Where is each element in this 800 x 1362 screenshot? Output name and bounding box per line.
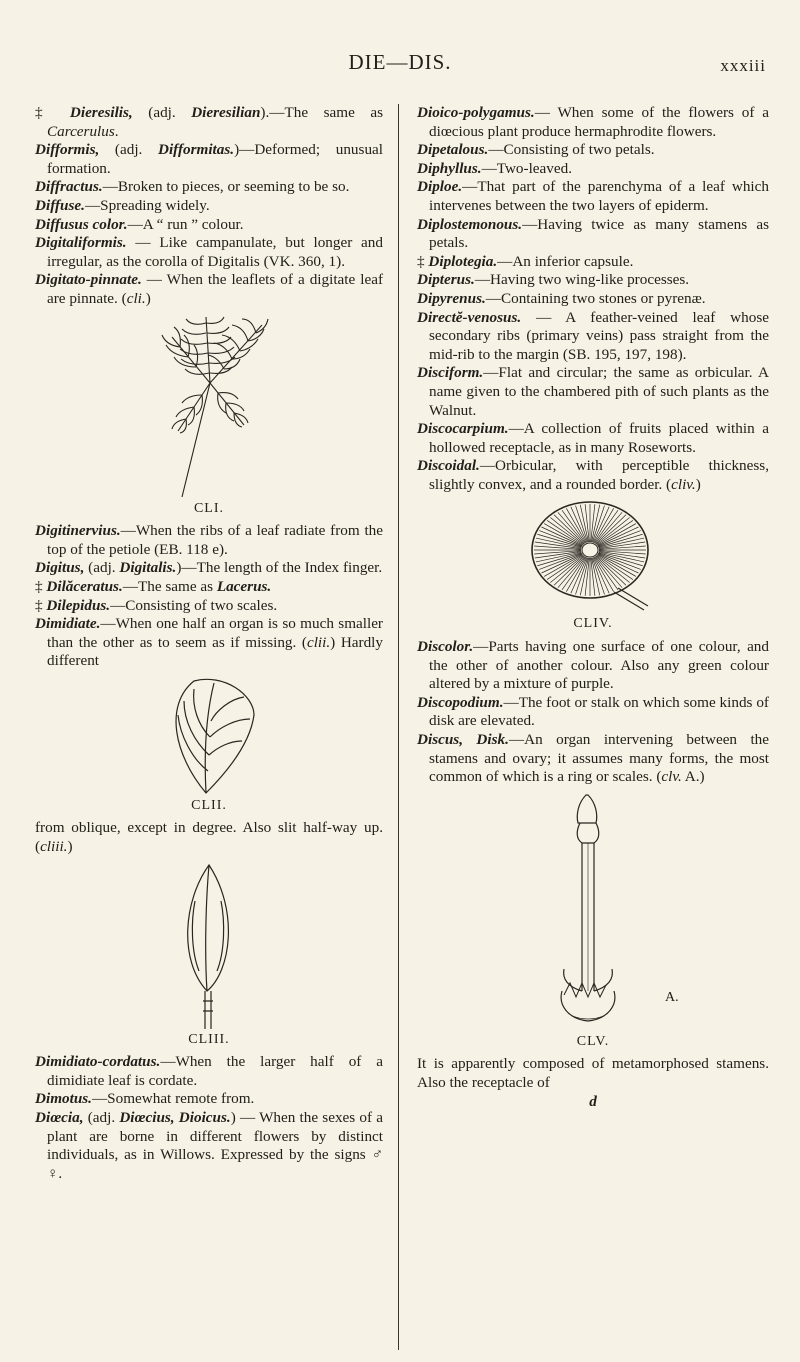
dictionary-entry — [35, 1109, 383, 1183]
entry-term: Diplotegia. — [428, 252, 498, 270]
dictionary-entry — [35, 104, 383, 141]
entry-term: Dimidiato-cordatus. — [35, 1053, 161, 1071]
entry-continuation — [35, 819, 383, 856]
fern-leaf-illustration — [144, 313, 274, 498]
entry-term: Dimotus. — [35, 1090, 92, 1108]
entry-text: —The foot or stalk on which some kinds of disk are elevated. — [429, 693, 769, 730]
dictionary-entry — [35, 1053, 383, 1090]
entry-text: —Two-leaved. — [481, 159, 573, 177]
dagger-mark: ‡ — [35, 104, 70, 121]
running-head: DIE—DIS. — [348, 50, 452, 74]
figure-cliii-slit-leaf — [35, 861, 383, 1029]
dictionary-entry — [35, 597, 383, 616]
entry-text: —A collection of fruits placed within a hollowed receptacle, as in many Roseworts. — [429, 420, 769, 456]
dictionary-entry — [417, 638, 769, 694]
dictionary-entry — [417, 271, 769, 290]
entry-text: (adj. — [132, 104, 192, 121]
entry-term: Diffuse. — [35, 196, 85, 214]
dictionary-entry — [417, 216, 769, 253]
entry-text: —Broken to pieces, or seeming to be so. — [102, 178, 350, 196]
entry-text: ) — When the sexes of a plant are borne in different flowers by distinct individuals, as in Willows. Expressed by the signs ♂ ♀. — [47, 1109, 383, 1182]
figure-cliv-caption: CLIV. — [573, 616, 613, 632]
dictionary-entry — [35, 197, 383, 216]
figure-reference: clv. — [661, 768, 682, 786]
entry-text: ).—The same as — [260, 104, 384, 121]
entry-text: — When some of the flowers of a diœcious plant produce hermaphrodite flowers. — [429, 104, 769, 140]
entry-term-variant: Dieresilian — [191, 104, 261, 121]
continuation-text: from oblique, except in degree. Also slit half-way up. ( — [35, 819, 383, 856]
dictionary-entry — [417, 253, 769, 272]
entry-term: Digitato-pinnate. — [35, 271, 142, 289]
entry-term-variant: Lacerus. — [216, 577, 272, 595]
dictionary-entry — [417, 731, 769, 787]
entry-term: Dimidiate. — [35, 615, 101, 633]
dictionary-entry — [417, 420, 769, 457]
discoidal-leaf-illustration — [518, 498, 668, 613]
entry-text: ) — [145, 289, 151, 307]
entry-text: )—Deformed; unusual formation. — [47, 141, 383, 177]
entry-term-variant: Digitalis. — [119, 559, 177, 577]
dictionary-entry — [417, 160, 769, 179]
entry-term: Discus, Disk. — [417, 731, 509, 749]
dictionary-entry — [35, 615, 383, 671]
figure-cli-caption: CLI. — [193, 500, 225, 516]
entry-term: Diffractus. — [35, 178, 103, 196]
entry-term: Digitus, — [35, 559, 85, 577]
entry-term: Discopodium. — [417, 693, 504, 711]
entry-list — [35, 104, 383, 309]
entry-text: ) Hardly different — [47, 633, 383, 670]
entry-text: (adj. — [83, 1109, 120, 1127]
column-divider — [398, 104, 399, 1350]
dictionary-entry — [417, 694, 769, 731]
entry-text: —Containing two stones or pyrenæ. — [485, 289, 706, 307]
entry-list — [35, 522, 383, 671]
entry-text: —Having twice as many stamens as petals. — [429, 215, 769, 252]
slit-leaf-illustration — [169, 861, 249, 1029]
figure-clv-disk — [417, 791, 769, 1031]
entry-text: )—The length of the Index finger. — [176, 559, 383, 577]
dictionary-entry — [35, 234, 383, 271]
entry-text: A.) — [681, 768, 705, 786]
continuation-end: ) — [67, 838, 73, 856]
entry-text: —When the larger half of a dimidiate leaf is cordate. — [47, 1053, 383, 1089]
entry-term: Diploe. — [417, 178, 463, 196]
dictionary-entry — [35, 141, 383, 178]
entry-text: —Consisting of two scales. — [110, 596, 278, 614]
dictionary-entry — [417, 178, 769, 215]
dictionary-entry — [35, 1090, 383, 1109]
figure-clv-label: A. — [665, 989, 679, 1005]
entry-text: —The same as — [122, 577, 217, 595]
entry-term: Digitaliformis. — [35, 234, 127, 252]
entry-text: ) — [695, 475, 701, 493]
dictionary-entry — [35, 216, 383, 235]
entry-term: Dioico-polygamus. — [417, 104, 535, 121]
dictionary-entry — [417, 141, 769, 160]
disk-pistil-illustration — [538, 791, 648, 1031]
entry-text: —When one half an organ is so much smaller than the other as to seem as if missing. ( — [47, 615, 383, 651]
dictionary-entry — [35, 559, 383, 578]
entry-text: —Somewhat remote from. — [91, 1090, 255, 1108]
entry-term-variant: Diœcius, Dioicus. — [119, 1109, 231, 1127]
dictionary-entry — [417, 104, 769, 141]
figure-reference: Carcerulus — [47, 122, 115, 140]
entry-term: Disciform. — [417, 364, 484, 382]
figure-clv-caption: CLV. — [576, 1033, 610, 1049]
figure-reference: clii. — [306, 633, 331, 651]
entry-term: Dipyrenus. — [417, 289, 486, 307]
figure-reference: cli. — [126, 289, 146, 307]
entry-term: Discocarpium. — [417, 420, 509, 438]
dictionary-entry — [35, 578, 383, 597]
entry-text: —Orbicular, with perceptible thickness, slightly convex, and a rounded border. ( — [429, 457, 769, 493]
entry-term: Dipterus. — [417, 271, 475, 289]
entry-text: —Parts having one surface of one colour, and the other of another colour. Also any green colour altered by a mixture of purple. — [429, 638, 769, 693]
entry-list — [417, 638, 769, 787]
dictionary-entry — [35, 271, 383, 308]
entry-term: Diffusus color. — [35, 215, 128, 233]
dictionary-entry — [35, 178, 383, 197]
entry-text: —An organ intervening between the stamens and ovary; it assumes many forms, the most common of which is a ring or scales. ( — [429, 731, 770, 786]
entry-text: . — [114, 122, 119, 140]
entry-term: Difformis, — [35, 141, 100, 159]
right-column — [417, 104, 769, 1111]
entry-text: —When the ribs of a leaf radiate from the top of the petiole (EB. 118 e). — [47, 522, 383, 558]
figure-reference: cliv. — [671, 475, 696, 493]
entry-text: —Having two wing-like processes. — [474, 271, 690, 289]
figure-cli-fern-leaf — [35, 313, 383, 498]
entry-term: Discolor. — [417, 638, 474, 656]
figure-cliv-discoidal — [417, 498, 769, 613]
entry-list — [417, 104, 769, 494]
figure-clii-caption: CLII. — [191, 797, 227, 813]
dagger-mark: ‡ — [417, 252, 429, 270]
entry-term: Dilăceratus. — [46, 577, 123, 595]
dictionary-entry — [417, 457, 769, 494]
entry-text: — Like campanulate, but longer and irregular, as the corolla of Digitalis (VK. 360, 1). — [47, 234, 383, 270]
entry-text: —An inferior capsule. — [497, 252, 634, 270]
entry-term-variant: Difformitas. — [157, 141, 235, 159]
dagger-mark: ‡ — [35, 577, 47, 595]
entry-text: —Flat and circular; the same as orbicular. A name given to the chambered pith of such plants as the Walnut. — [429, 364, 769, 419]
entry-text: —Spreading widely. — [84, 196, 210, 214]
entry-text: (adj. — [84, 559, 120, 577]
closing-text: It is apparently composed of metamorphosed stamens. Also the receptacle of — [417, 1055, 769, 1091]
page-number: xxxiii — [720, 56, 766, 75]
left-column — [35, 104, 383, 1183]
entry-term: Dipetalous. — [417, 141, 489, 159]
entry-text: — When the leaflets of a digitate leaf are pinnate. ( — [47, 271, 383, 307]
figure-cliii-caption: CLIII. — [188, 1031, 230, 1047]
figure-reference: cliii. — [40, 838, 68, 856]
signature-mark: d — [589, 1092, 597, 1110]
entry-text: —Consisting of two petals. — [488, 141, 655, 159]
entry-term: Dilepidus. — [46, 596, 111, 614]
dictionary-entry — [417, 290, 769, 309]
entry-text: —That part of the parenchyma of a leaf which intervenes between the two layers of epiderm. — [429, 178, 769, 214]
entry-list — [35, 1053, 383, 1183]
entry-text: — A feather-veined leaf whose secondary ribs (primary veins) pass straight from the mid-rib to the margin (SB. 195, 197, 198). — [429, 308, 769, 363]
entry-text: (adj. — [99, 141, 158, 159]
entry-term: Digitinervius. — [35, 522, 121, 540]
dictionary-entry — [417, 309, 769, 365]
entry-term: Diplostemonous. — [417, 215, 523, 233]
figure-clii-dimidiate-leaf — [35, 675, 383, 795]
entry-term: Diphyllus. — [417, 159, 482, 177]
entry-text: —A “ run ” colour. — [127, 215, 244, 233]
dictionary-entry — [35, 522, 383, 559]
dimidiate-leaf-illustration — [154, 675, 264, 795]
entry-term: Dieresilis, — [69, 104, 133, 121]
dagger-mark: ‡ — [35, 596, 47, 614]
entry-term: Diœcia, — [35, 1109, 84, 1127]
entry-term: Directĕ-venosus. — [417, 308, 522, 326]
entry-term: Discoidal. — [417, 457, 480, 475]
dictionary-entry — [417, 364, 769, 420]
